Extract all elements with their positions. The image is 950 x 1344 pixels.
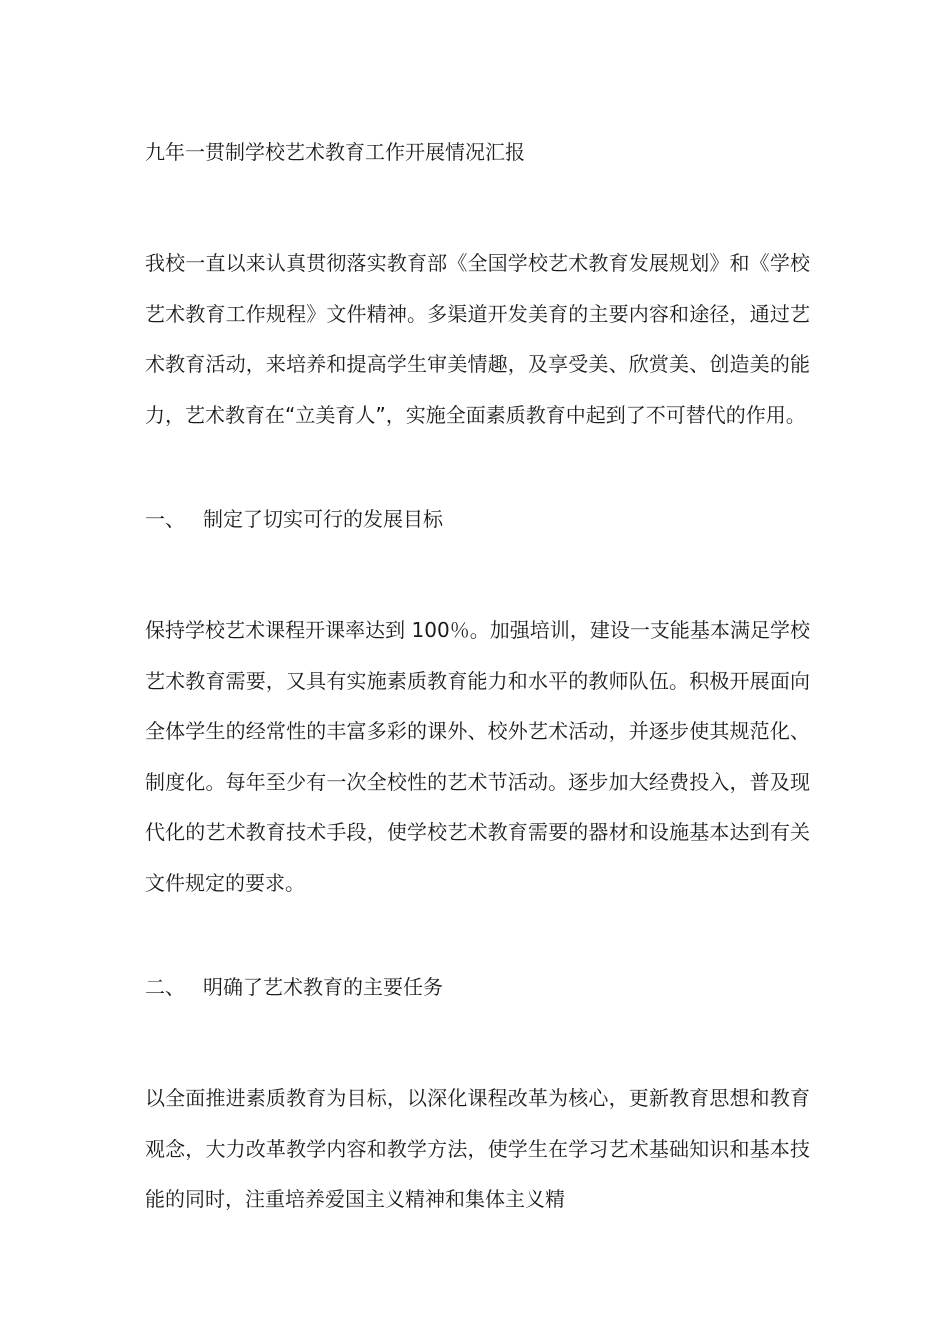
section-1-paragraph: 保持学校艺术课程开课率达到 100％。加强培训，建设一支能基本满足学校艺术教育需要，又具有实施素质教育能力和水平的教师队伍。积极开展面向全体学生的经常性的丰富多彩的课外、校外艺术活动，并逐步使其规范化、制度化。每年至少有一次全校性的艺术节活动。逐步加大经费投入，普及现代化的艺术教育技术手段，使学校艺术教育需要的器材和设施基本达到有关文件规定的要求。 [145,618,810,895]
document-title: 九年一贯制学校艺术教育工作开展情况汇报 [145,140,525,164]
section-2-paragraph: 以全面推进素质教育为目标，以深化课程改革为核心，更新教育思想和教育观念，大力改革教学内容和教学方法，使学生在学习艺术基础知识和基本技能的同时，注重培养爱国主义精神和集体主义精 [145,1086,810,1211]
section-2-heading [145,970,810,1004]
section-1-title: 制定了切实可行的发展目标 [203,507,443,531]
section-2-number: 二、 [145,975,185,999]
section-2-title: 明确了艺术教育的主要任务 [203,975,443,999]
intro-paragraph: 我校一直以来认真贯彻落实教育部《全国学校艺术教育发展规划》和《学校艺术教育工作规程》文件精神。多渠道开发美育的主要内容和途径，通过艺术教育活动，来培养和提高学生审美情趣，及享受美、欣赏美、创造美的能力，艺术教育在“立美育人”，实施全面素质教育中起到了不可替代的作用。 [145,251,810,427]
document-body [145,135,810,1225]
section-1-number: 一、 [145,507,185,531]
section-1-heading [145,502,810,536]
